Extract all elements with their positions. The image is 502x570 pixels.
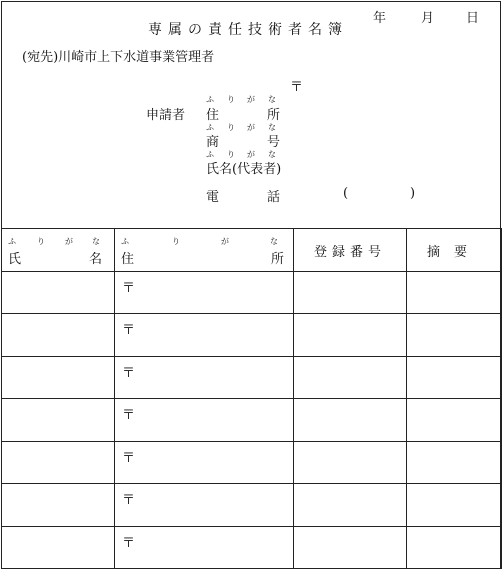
table-row [2, 441, 502, 483]
row-postal-mark: 〒 [122, 408, 136, 424]
address-furigana-4: な [268, 95, 276, 104]
name-cell[interactable] [2, 314, 115, 356]
registration-cell[interactable] [294, 526, 407, 568]
row-postal-mark: 〒 [122, 281, 136, 296]
header-address-label-1: 住 [121, 252, 135, 267]
name-cell[interactable] [2, 441, 115, 483]
address-cell[interactable] [115, 356, 294, 398]
table-row [2, 272, 502, 314]
rep-furigana-4: な [268, 150, 276, 159]
row-postal-mark: 〒 [122, 493, 136, 509]
applicant-phone-label-2: 話 [267, 190, 281, 205]
rep-furigana-1: ふ [206, 150, 214, 159]
registration-cell[interactable] [294, 272, 407, 314]
header-address-furigana-2: り [172, 237, 180, 246]
header-remarks: 摘要 [407, 229, 502, 272]
header-address [115, 229, 294, 272]
phone-open-paren: ( [343, 186, 349, 201]
row-postal-mark: 〒 [122, 323, 136, 339]
table-header-row [2, 229, 502, 272]
remarks-cell[interactable] [407, 441, 502, 483]
header-name-furigana-4: な [92, 237, 100, 246]
header-name-label-2: 名 [89, 252, 103, 267]
remarks-cell[interactable] [407, 484, 502, 526]
header-name-furigana-1: ふ [8, 237, 16, 246]
name-cell[interactable] [2, 484, 115, 526]
registration-cell[interactable] [294, 484, 407, 526]
row-postal-mark: 〒 [122, 450, 136, 466]
name-cell[interactable] [2, 399, 115, 441]
trade-furigana-2: り [227, 123, 235, 132]
applicant-representative-label: 氏名(代表者) [206, 162, 282, 177]
remarks-cell[interactable] [407, 314, 502, 356]
header-address-furigana-3: が [221, 237, 229, 246]
date-year-label: 年 [373, 11, 387, 26]
rep-furigana-2: り [227, 150, 235, 159]
form-title: 専属の責任技術者名簿 [148, 22, 348, 38]
address-furigana-2: り [227, 95, 235, 104]
name-cell[interactable] [2, 356, 115, 398]
header-address-label-2: 所 [271, 252, 285, 267]
trade-furigana-3: が [247, 123, 255, 132]
header-name-label-1: 氏 [8, 252, 22, 267]
addressee: (宛先)川崎市上下水道事業管理者 [22, 50, 215, 65]
address-furigana-1: ふ [206, 95, 214, 104]
remarks-cell[interactable] [407, 272, 502, 314]
rep-furigana-3: が [247, 150, 255, 159]
date-month-label: 月 [421, 11, 435, 26]
registration-cell[interactable] [294, 356, 407, 398]
remarks-cell[interactable] [407, 356, 502, 398]
applicant-trade-label-1: 商 [206, 135, 220, 150]
trade-furigana-1: ふ [206, 123, 214, 132]
registration-cell[interactable] [294, 314, 407, 356]
address-cell[interactable] [115, 272, 294, 314]
address-cell[interactable] [115, 399, 294, 441]
address-furigana-3: が [247, 95, 255, 104]
header-registration-number: 登録番号 [294, 229, 407, 272]
applicant-address-label-1: 住 [206, 108, 220, 123]
table-row [2, 356, 502, 398]
header-name [2, 229, 115, 272]
table-row [2, 526, 502, 568]
registration-cell[interactable] [294, 399, 407, 441]
applicant-trade-label-2: 号 [267, 135, 281, 150]
header-address-furigana-1: ふ [121, 237, 129, 246]
address-cell[interactable] [115, 526, 294, 568]
header-address-furigana-4: な [270, 237, 278, 246]
applicant-address-label-2: 所 [267, 108, 281, 123]
applicant-label: 申請者 [146, 108, 186, 123]
applicant-phone-label-1: 電 [206, 190, 220, 205]
address-cell[interactable] [115, 441, 294, 483]
phone-close-paren: ) [410, 186, 416, 201]
address-cell[interactable] [115, 484, 294, 526]
row-postal-mark: 〒 [122, 535, 136, 551]
date-day-label: 日 [466, 11, 480, 26]
row-postal-mark: 〒 [122, 365, 136, 381]
remarks-cell[interactable] [407, 526, 502, 568]
trade-furigana-4: な [268, 123, 276, 132]
address-cell[interactable] [115, 314, 294, 356]
header-name-furigana-2: り [37, 237, 45, 246]
applicant-postal-mark: 〒 [290, 80, 304, 95]
registration-cell[interactable] [294, 441, 407, 483]
table-row [2, 399, 502, 441]
engineer-table [1, 228, 502, 569]
table-row [2, 484, 502, 526]
name-cell[interactable] [2, 526, 115, 568]
remarks-cell[interactable] [407, 399, 502, 441]
table-row [2, 314, 502, 356]
name-cell[interactable] [2, 272, 115, 314]
header-name-furigana-3: が [65, 237, 73, 246]
